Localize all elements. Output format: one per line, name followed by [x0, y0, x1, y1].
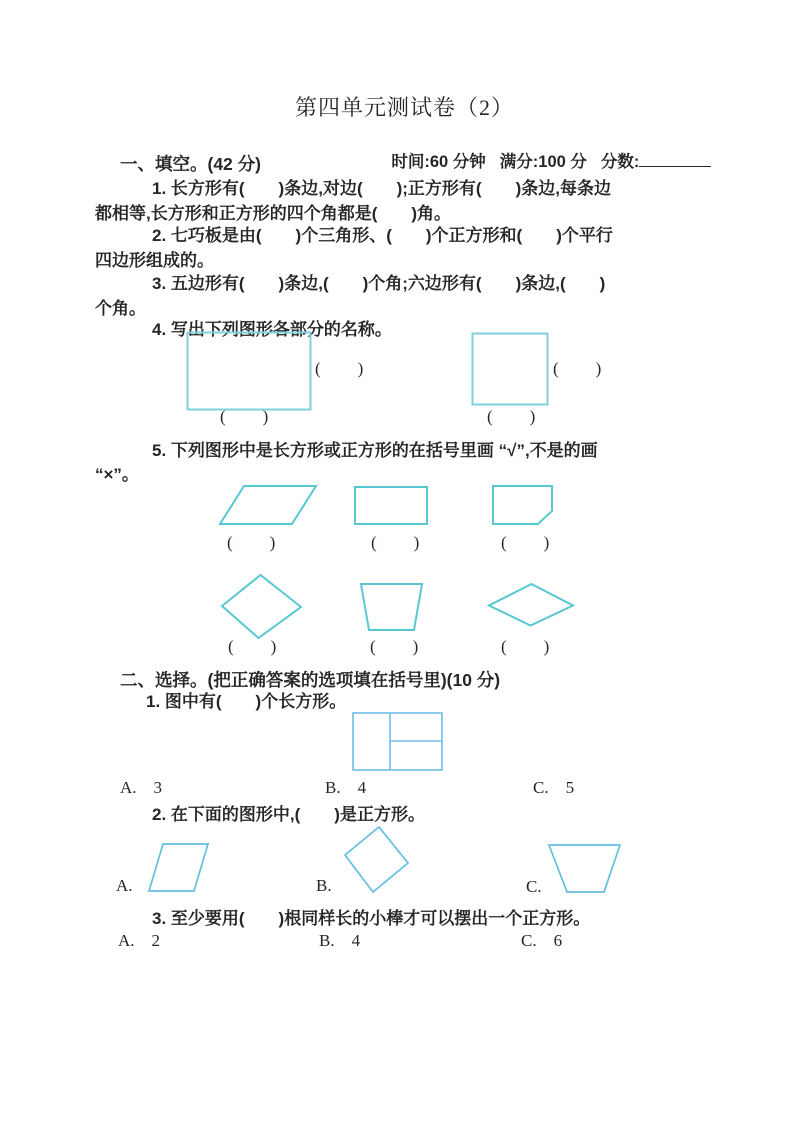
fill-q1-line1: 1. 长方形有( )条边,对边( );正方形有( )条边,每条边: [152, 179, 611, 198]
q4-square-bottom-blank: ( ): [487, 407, 537, 426]
choice-q2-label-c: C.: [526, 877, 542, 896]
q5-rectangle-blank: ( ): [371, 533, 421, 552]
score-blank-line: [639, 150, 711, 167]
q4-rectangle-figure: [188, 333, 311, 410]
q5-diamond-shape: [222, 575, 301, 638]
choice-q3-option-c: C. 6: [521, 931, 563, 950]
section-fill-heading: 一、填空。(42 分): [120, 154, 261, 174]
choice-q2-parallelogram-shape: [149, 844, 208, 891]
q5-rhombus-shape: [489, 584, 573, 626]
fill-q2-line2: 四边形组成的。: [95, 251, 214, 270]
choice-q2-diamond-shape: [345, 827, 408, 892]
meta-score-label: 分数:: [600, 153, 640, 171]
choice-q1-text: 1. 图中有( )个长方形。: [146, 692, 347, 711]
choice-q1-option-b: B. 4: [325, 778, 367, 797]
fill-q2-line1: 2. 七巧板是由( )个三角形、( )个正方形和( )个平行: [152, 226, 613, 245]
q5-rhombus-blank: ( ): [501, 637, 551, 656]
meta-full-marks: 满分:100 分: [499, 153, 587, 171]
q4-square-figure: [473, 334, 548, 405]
choice-q3-text: 3. 至少要用( )根同样长的小棒才可以摆出一个正方形。: [152, 909, 591, 928]
choice-q2-text: 2. 在下面的图形中,( )是正方形。: [152, 805, 425, 824]
q5-rectangle-shape: [355, 487, 427, 524]
fill-q5-line1: 5. 下列图形中是长方形或正方形的在括号里画 “√”,不是的画: [152, 441, 598, 460]
q5-trapezoid-blank: ( ): [370, 637, 420, 656]
page-title: 第四单元测试卷（2）: [294, 95, 514, 120]
choice-q3-option-a: A. 2: [118, 931, 161, 950]
fill-q5-line2: “×”。: [95, 465, 139, 484]
q5-parallelogram-shape: [220, 486, 316, 524]
q4-rect-bottom-blank: ( ): [220, 407, 270, 426]
q5-pentagon-shape: [493, 486, 552, 524]
fill-q3-line1: 3. 五边形有( )条边,( )个角;六边形有( )条边,( ): [152, 274, 606, 293]
choice-q2-trapezoid-shape: [549, 845, 620, 892]
choice-q1-option-a: A. 3: [120, 778, 163, 797]
choice-q3-option-b: B. 4: [319, 931, 361, 950]
fill-q3-line2: 个角。: [95, 299, 146, 318]
q5-pentagon-blank: ( ): [501, 533, 551, 552]
choice-q1-figure-outline: [353, 713, 442, 770]
choice-q2-label-a: A.: [116, 876, 133, 895]
choice-q2-label-b: B.: [316, 876, 332, 895]
fill-q1-line2: 都相等,长方形和正方形的四个角都是( )角。: [95, 204, 452, 223]
choice-q1-option-c: C. 5: [533, 778, 575, 797]
q5-parallelogram-blank: ( ): [227, 533, 277, 552]
q5-diamond-blank: ( ): [228, 637, 278, 656]
meta-time: 时间:60 分钟: [391, 153, 486, 171]
q4-square-side-blank: ( ): [553, 359, 603, 378]
q5-trapezoid-shape: [361, 584, 422, 630]
fill-q4-prompt: 4. 写出下列图形各部分的名称。: [152, 320, 392, 339]
section-choice-heading: 二、选择。(把正确答案的选项填在括号里)(10 分): [120, 670, 501, 690]
q4-rect-side-blank: ( ): [315, 359, 365, 378]
